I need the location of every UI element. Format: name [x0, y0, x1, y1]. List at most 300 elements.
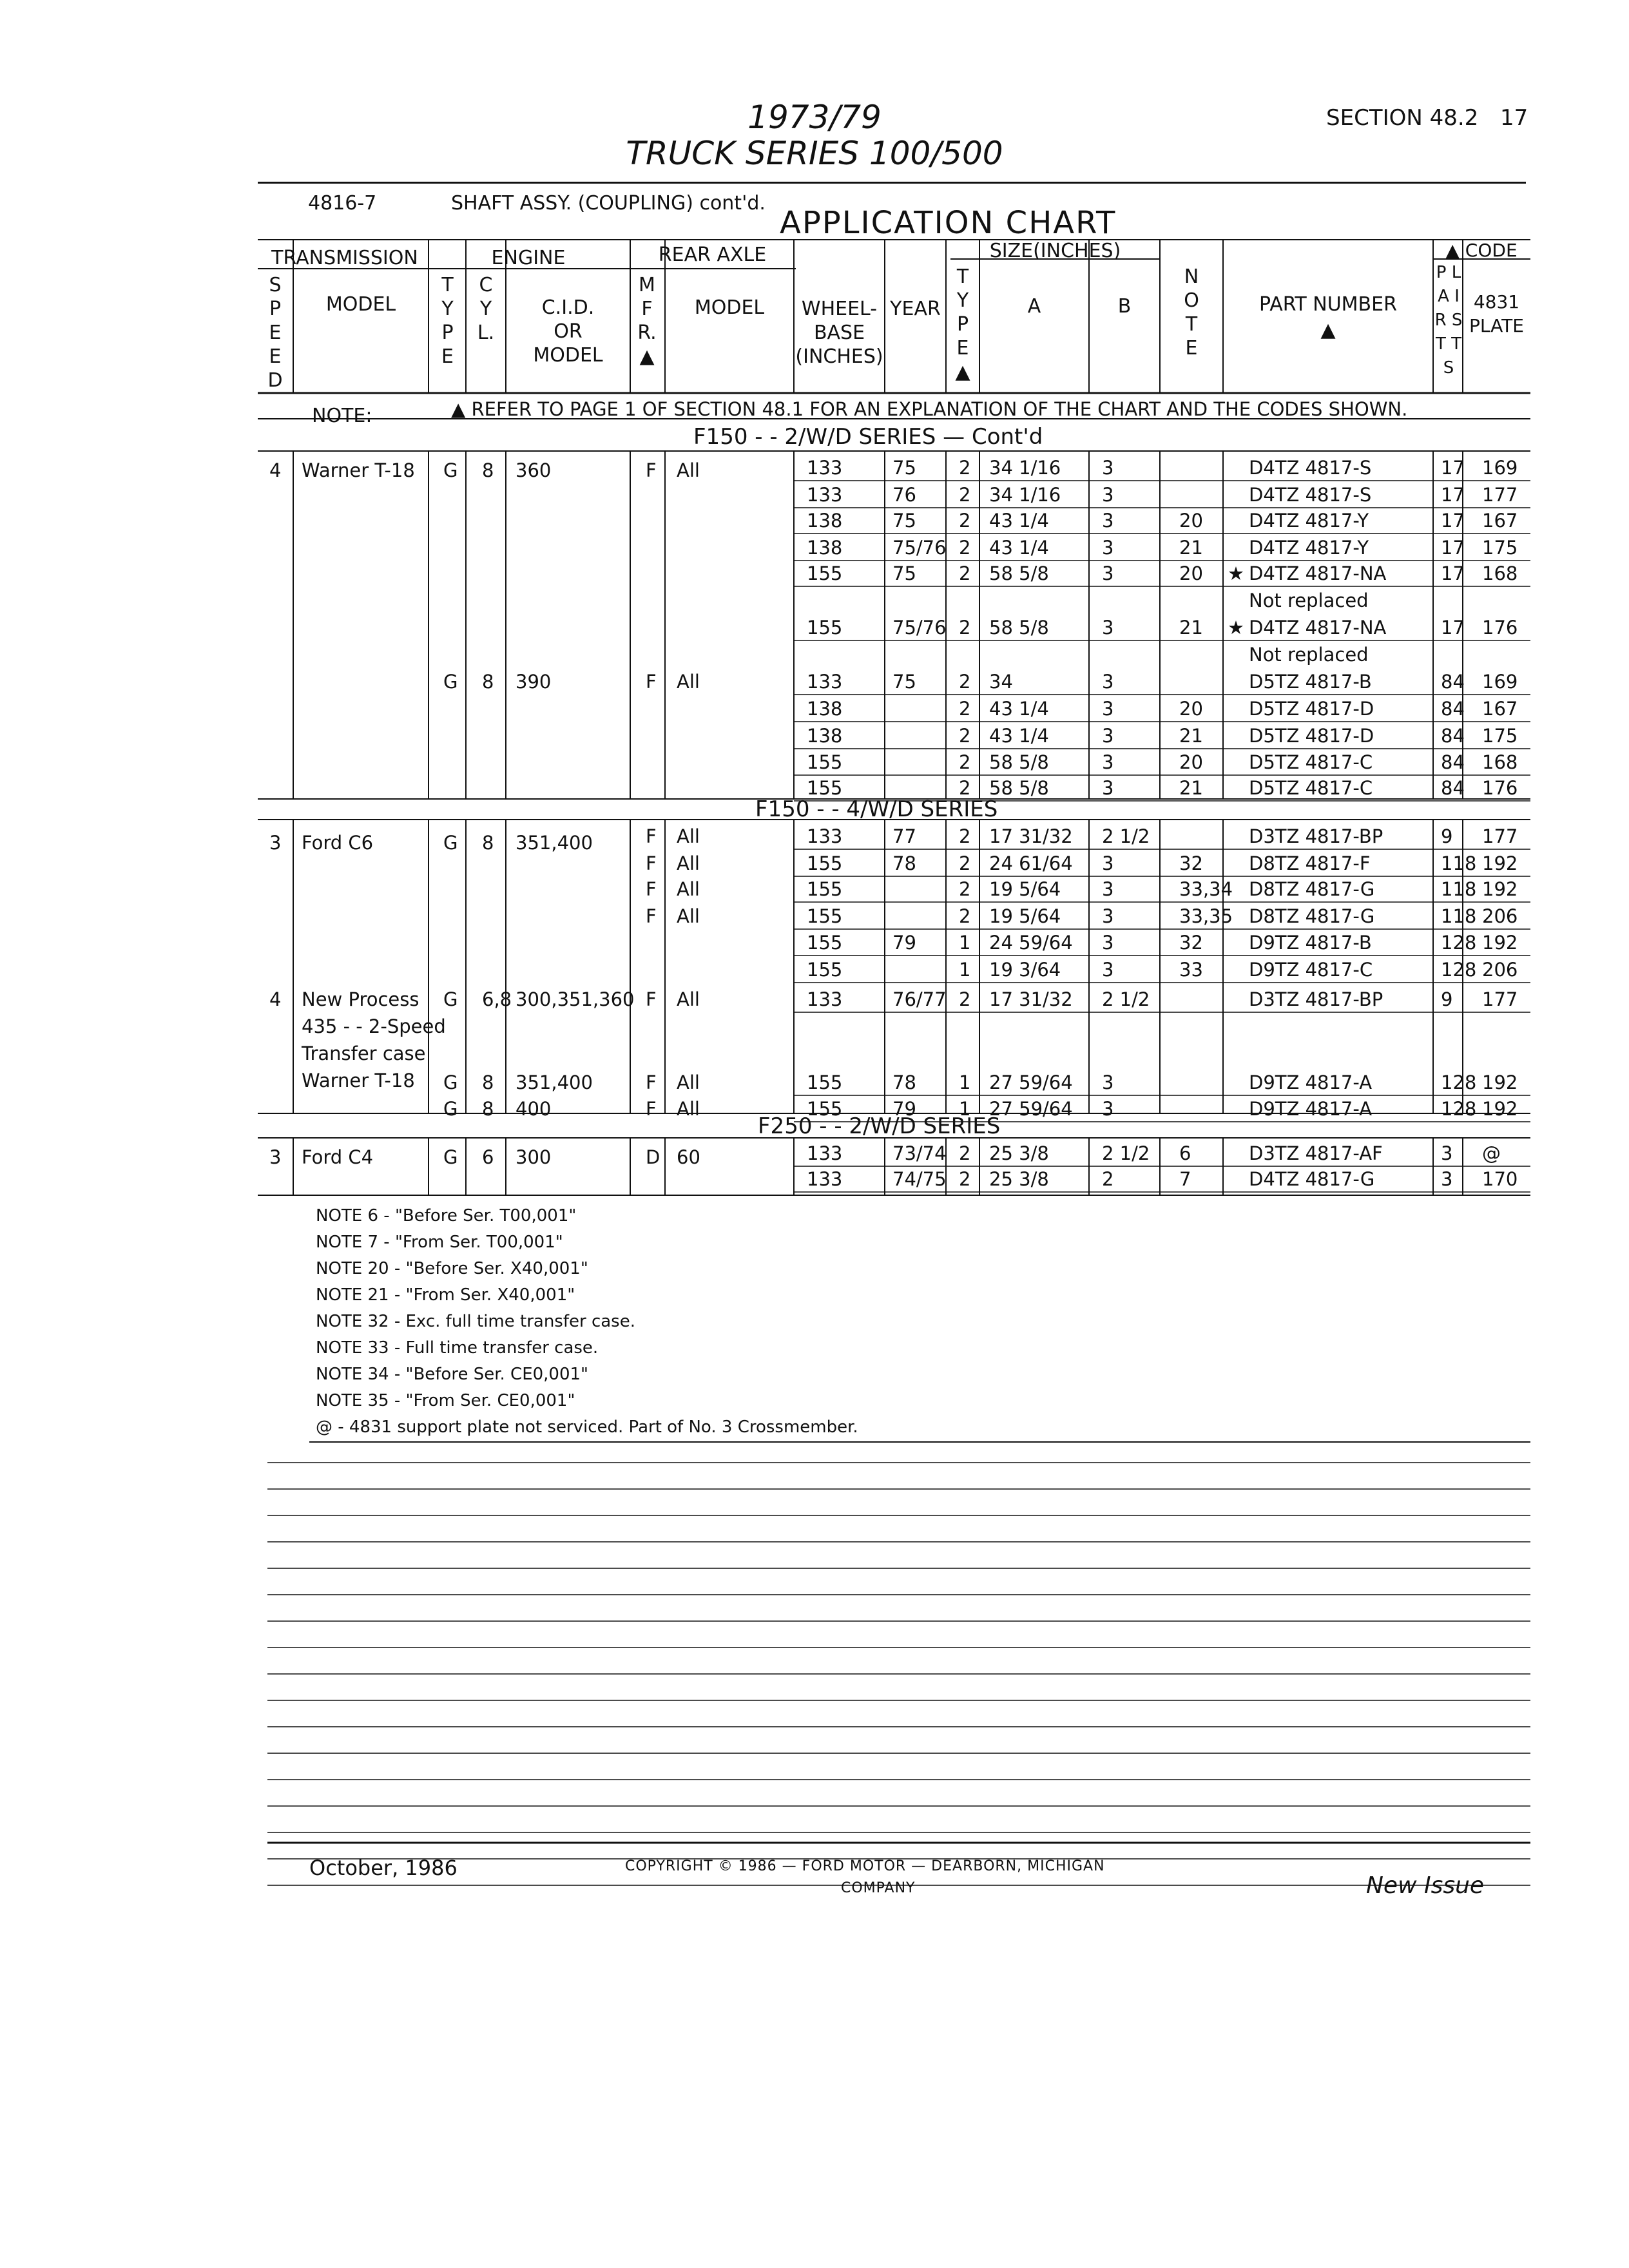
year: 75: [892, 671, 916, 693]
year: 75: [892, 562, 916, 584]
size-b: 3: [1102, 878, 1114, 900]
note-ref: 33,34: [1179, 878, 1233, 900]
engine-type: G: [443, 1146, 458, 1168]
code-parts-list: 84: [1441, 751, 1465, 773]
code-parts-list: 118: [1441, 852, 1477, 874]
transmission-model-line: Warner T-18: [302, 1070, 415, 1091]
note-ref: 32: [1179, 852, 1203, 874]
size-type: 2: [959, 825, 971, 847]
transmission-model-line: 435 - - 2-Speed: [302, 1015, 446, 1037]
part-number: D3TZ 4817-AF: [1249, 1142, 1383, 1164]
code-parts-list: 128: [1441, 932, 1477, 954]
part-number: D4TZ 4817-S: [1249, 457, 1372, 479]
wheelbase: 133: [807, 671, 843, 693]
code-parts-list: 84: [1441, 671, 1465, 693]
speed-count: 3: [269, 1146, 282, 1168]
size-b: 2 1/2: [1102, 825, 1150, 847]
header-speed-letter: E: [269, 322, 282, 344]
footnote: NOTE 7 - "From Ser. T00,001": [316, 1233, 563, 1252]
code-parts-list: 128: [1441, 1072, 1477, 1093]
not-replaced-star: ★: [1228, 617, 1244, 639]
header-size-type-letter: ▲: [955, 361, 970, 383]
axle-mfr: F: [646, 459, 657, 481]
header-cyl-letter: Y: [479, 298, 492, 320]
header-speed-letter: P: [269, 298, 282, 320]
code-plate: 175: [1482, 537, 1518, 559]
size-type: 2: [959, 1168, 971, 1190]
size-a: 43 1/4: [989, 537, 1049, 559]
header-parts-letter: T T: [1435, 334, 1462, 354]
wheelbase: 155: [807, 1098, 843, 1120]
note-ref: 20: [1179, 751, 1203, 773]
header-cyl-letter: L.: [477, 322, 495, 344]
axle-mfr: F: [646, 905, 657, 927]
size-a: 19 3/64: [989, 959, 1061, 981]
size-b: 3: [1102, 777, 1114, 799]
header-axle-model: MODEL: [694, 296, 765, 319]
engine-cylinders: 6: [482, 1146, 494, 1168]
size-a: 34 1/16: [989, 457, 1061, 479]
code-parts-list: 84: [1441, 725, 1465, 747]
code-plate: 177: [1482, 988, 1518, 1010]
note-ref: 7: [1179, 1168, 1191, 1190]
size-type: 2: [959, 852, 971, 874]
year: 79: [892, 1098, 916, 1120]
header-size-type-letter: Y: [956, 289, 969, 312]
code-parts-list: 9: [1441, 988, 1453, 1010]
header-part-number-mark: ▲: [1320, 319, 1336, 341]
note-label: NOTE:: [312, 405, 372, 427]
note-ref: 20: [1179, 510, 1203, 532]
size-b: 3: [1102, 725, 1114, 747]
size-b: 3: [1102, 932, 1114, 954]
code-plate: 167: [1482, 510, 1518, 532]
header-part-number: PART NUMBER: [1259, 293, 1397, 316]
code-plate: 206: [1482, 905, 1518, 927]
header-parts-letter: S: [1443, 358, 1454, 378]
size-a: 58 5/8: [989, 617, 1049, 639]
size-b: 3: [1102, 698, 1114, 720]
year: 79: [892, 932, 916, 954]
section-heading: F150 - - 4/W/D SERIES: [755, 796, 998, 822]
size-a: 43 1/4: [989, 698, 1049, 720]
code-plate: 170: [1482, 1168, 1518, 1190]
year: 75: [892, 457, 916, 479]
header-parts-letter: A I: [1438, 287, 1460, 306]
part-number: D4TZ 4817-S: [1249, 484, 1372, 506]
header-note-letter: N: [1184, 265, 1199, 288]
size-b: 3: [1102, 905, 1114, 927]
wheelbase: 138: [807, 698, 843, 720]
year: 75/76: [892, 617, 947, 639]
size-type: 2: [959, 1142, 971, 1164]
note-ref: 32: [1179, 932, 1203, 954]
size-type: 1: [959, 1072, 971, 1093]
wheelbase: 133: [807, 484, 843, 506]
engine-cid: 300,351,360: [516, 988, 635, 1010]
year: 77: [892, 825, 916, 847]
code-plate: 192: [1482, 932, 1518, 954]
part-number: D4TZ 4817-G: [1249, 1168, 1375, 1190]
axle-model: All: [677, 825, 700, 847]
footnote: NOTE 6 - "Before Ser. T00,001": [316, 1206, 577, 1225]
year: 74/75: [892, 1168, 947, 1190]
wheelbase: 155: [807, 751, 843, 773]
footer-issue: New Issue: [1366, 1872, 1485, 1899]
axle-mfr: D: [646, 1146, 660, 1168]
size-a: 58 5/8: [989, 751, 1049, 773]
year: 78: [892, 852, 916, 874]
engine-cid: 360: [516, 459, 552, 481]
size-b: 3: [1102, 751, 1114, 773]
size-a: 19 5/64: [989, 905, 1061, 927]
engine-cylinders: 8: [482, 1098, 494, 1120]
note-ref: 20: [1179, 562, 1203, 584]
code-plate: 168: [1482, 562, 1518, 584]
speed-count: 4: [269, 988, 282, 1010]
code-parts-list: 17: [1441, 510, 1465, 532]
size-b: 2 1/2: [1102, 1142, 1150, 1164]
header-type-letter: E: [441, 345, 454, 368]
not-replaced-star: ★: [1228, 562, 1244, 584]
code-plate: 192: [1482, 1072, 1518, 1093]
header-mfr-letter: ▲: [639, 345, 655, 368]
engine-cid: 390: [516, 671, 552, 693]
header-year: YEAR: [890, 298, 941, 320]
note-refer-text: ▲ REFER TO PAGE 1 OF SECTION 48.1 FOR AN EXPLANATION OF THE CHART AND THE CODES SHOWN.: [451, 398, 1408, 420]
size-b: 3: [1102, 671, 1114, 693]
header-rear-axle: REAR AXLE: [658, 244, 767, 266]
part-number: D5TZ 4817-C: [1249, 777, 1373, 799]
size-type: 2: [959, 725, 971, 747]
size-b: 2 1/2: [1102, 988, 1150, 1010]
size-type: 2: [959, 988, 971, 1010]
part-number: D4TZ 4817-NA: [1249, 617, 1387, 639]
size-a: 34: [989, 671, 1013, 693]
code-plate: 192: [1482, 878, 1518, 900]
axle-mfr: F: [646, 825, 657, 847]
size-a: 43 1/4: [989, 725, 1049, 747]
note-ref: 21: [1179, 777, 1203, 799]
wheelbase: 155: [807, 1072, 843, 1093]
part-number: D5TZ 4817-B: [1249, 671, 1372, 693]
size-type: 2: [959, 537, 971, 559]
part-number: D3TZ 4817-BP: [1249, 825, 1383, 847]
header-transmission: TRANSMISSION: [271, 247, 418, 269]
page-number: 17: [1500, 105, 1528, 131]
size-a: 34 1/16: [989, 484, 1061, 506]
header-mfr-letter: R.: [637, 322, 657, 344]
header-wheelbase: (INCHES): [795, 345, 883, 368]
wheelbase: 138: [807, 725, 843, 747]
code-parts-list: 118: [1441, 905, 1477, 927]
size-type: 2: [959, 905, 971, 927]
note-ref: 20: [1179, 698, 1203, 720]
size-type: 1: [959, 1098, 971, 1120]
code-plate: 192: [1482, 852, 1518, 874]
header-speed-letter: E: [269, 345, 282, 368]
header-speed-letter: S: [269, 274, 282, 296]
wheelbase: 155: [807, 617, 843, 639]
size-type: 2: [959, 457, 971, 479]
wheelbase: 155: [807, 905, 843, 927]
chart-title: APPLICATION CHART: [780, 205, 1117, 241]
header-cid: OR: [554, 320, 583, 343]
part-note: Not replaced: [1249, 590, 1369, 611]
size-b: 3: [1102, 852, 1114, 874]
header-code: ▲ CODE: [1445, 240, 1518, 261]
part-number: D4TZ 4817-Y: [1249, 537, 1369, 559]
code-parts-list: 17: [1441, 537, 1465, 559]
engine-cylinders: 8: [482, 671, 494, 693]
header-size-type-letter: E: [956, 337, 969, 360]
part-number: D4TZ 4817-NA: [1249, 562, 1387, 584]
size-type: 2: [959, 698, 971, 720]
part-number: D3TZ 4817-BP: [1249, 988, 1383, 1010]
axle-model: All: [677, 1072, 700, 1093]
wheelbase: 155: [807, 777, 843, 799]
part-number: D8TZ 4817-G: [1249, 878, 1375, 900]
size-b: 3: [1102, 537, 1114, 559]
wheelbase: 133: [807, 988, 843, 1010]
size-b: 3: [1102, 1072, 1114, 1093]
header-parts-letter: R S: [1434, 311, 1463, 330]
engine-cylinders: 6,8: [482, 988, 512, 1010]
header-size-type-letter: T: [956, 265, 969, 288]
header-wheelbase: WHEEL-: [801, 298, 878, 320]
size-a: 27 59/64: [989, 1098, 1073, 1120]
size-a: 25 3/8: [989, 1142, 1049, 1164]
code-plate: 176: [1482, 777, 1518, 799]
part-number: D5TZ 4817-D: [1249, 725, 1374, 747]
wheelbase: 133: [807, 1142, 843, 1164]
header-type-letter: P: [441, 322, 454, 344]
code-parts-list: 17: [1441, 457, 1465, 479]
transmission-model: Ford C4: [302, 1146, 374, 1168]
header-model: MODEL: [325, 293, 396, 316]
size-a: 24 61/64: [989, 852, 1073, 874]
speed-count: 3: [269, 832, 282, 854]
footnote: NOTE 21 - "From Ser. X40,001": [316, 1285, 575, 1305]
wheelbase: 155: [807, 878, 843, 900]
code-parts-list: 3: [1441, 1168, 1453, 1190]
year: 75/76: [892, 537, 947, 559]
size-b: 3: [1102, 510, 1114, 532]
header-size-type-letter: P: [956, 313, 969, 336]
part-number: D8TZ 4817-G: [1249, 905, 1375, 927]
engine-cid: 400: [516, 1098, 552, 1120]
footnote: NOTE 35 - "From Ser. CE0,001": [316, 1391, 575, 1410]
part-number: D9TZ 4817-C: [1249, 959, 1373, 981]
part-number-id: 4816-7: [308, 192, 377, 215]
size-type: 2: [959, 510, 971, 532]
code-plate: @: [1482, 1142, 1501, 1164]
code-parts-list: 17: [1441, 562, 1465, 584]
section-number: SECTION 48.2: [1326, 105, 1479, 131]
size-b: 3: [1102, 484, 1114, 506]
axle-mfr: F: [646, 1072, 657, 1093]
footer-date: October, 1986: [309, 1856, 458, 1880]
wheelbase: 155: [807, 932, 843, 954]
footnote: NOTE 33 - Full time transfer case.: [316, 1338, 599, 1358]
part-name: SHAFT ASSY. (COUPLING) cont'd.: [451, 192, 766, 215]
code-plate: 192: [1482, 1098, 1518, 1120]
axle-model: All: [677, 878, 700, 900]
engine-cylinders: 8: [482, 832, 494, 854]
wheelbase: 138: [807, 537, 843, 559]
header-cyl-letter: C: [479, 274, 493, 296]
size-type: 2: [959, 777, 971, 799]
code-parts-list: 9: [1441, 825, 1453, 847]
size-a: 19 5/64: [989, 878, 1061, 900]
code-parts-list: 3: [1441, 1142, 1453, 1164]
axle-mfr: F: [646, 878, 657, 900]
footnote: @ - 4831 support plate not serviced. Part of No. 3 Crossmember.: [316, 1418, 858, 1437]
part-number: D9TZ 4817-A: [1249, 1072, 1373, 1093]
size-a: 58 5/8: [989, 777, 1049, 799]
axle-model: All: [677, 988, 700, 1010]
header-mfr-letter: F: [641, 298, 653, 320]
part-number: D5TZ 4817-D: [1249, 698, 1374, 720]
size-a: 24 59/64: [989, 932, 1073, 954]
engine-type: G: [443, 832, 458, 854]
axle-model: All: [677, 905, 700, 927]
footnote: NOTE 20 - "Before Ser. X40,001": [316, 1259, 588, 1278]
axle-model: All: [677, 459, 700, 481]
axle-model: 60: [677, 1146, 700, 1168]
code-plate: 176: [1482, 617, 1518, 639]
speed-count: 4: [269, 459, 282, 481]
wheelbase: 155: [807, 959, 843, 981]
wheelbase: 155: [807, 852, 843, 874]
footer-company: COMPANY: [841, 1880, 916, 1896]
header-plate: 4831: [1473, 291, 1520, 312]
header-type-letter: Y: [441, 298, 454, 320]
code-parts-list: 17: [1441, 617, 1465, 639]
header-note-letter: T: [1185, 313, 1198, 336]
code-plate: 177: [1482, 825, 1518, 847]
size-type: 1: [959, 932, 971, 954]
note-ref: 21: [1179, 725, 1203, 747]
part-number: D9TZ 4817-B: [1249, 932, 1372, 954]
engine-cylinders: 8: [482, 459, 494, 481]
header-speed-letter: D: [267, 369, 283, 392]
axle-model: All: [677, 671, 700, 693]
axle-mfr: F: [646, 671, 657, 693]
wheelbase: 133: [807, 457, 843, 479]
header-size: SIZE(INCHES): [989, 240, 1121, 262]
code-parts-list: 17: [1441, 484, 1465, 506]
size-b: 3: [1102, 617, 1114, 639]
size-type: 2: [959, 617, 971, 639]
year: 76: [892, 484, 916, 506]
header-note-letter: E: [1185, 337, 1198, 360]
doc-title-series: TRUCK SERIES 100/500: [626, 135, 1003, 172]
part-number: D8TZ 4817-F: [1249, 852, 1371, 874]
engine-type: G: [443, 988, 458, 1010]
wheelbase: 138: [807, 510, 843, 532]
axle-mfr: F: [646, 988, 657, 1010]
header-size-a: A: [1027, 295, 1041, 318]
note-ref: 33,35: [1179, 905, 1233, 927]
footnote: NOTE 32 - Exc. full time transfer case.: [316, 1312, 635, 1331]
code-parts-list: 128: [1441, 1098, 1477, 1120]
header-engine: ENGINE: [491, 247, 566, 269]
size-b: 3: [1102, 457, 1114, 479]
part-number: D9TZ 4817-A: [1249, 1098, 1373, 1120]
wheelbase: 155: [807, 562, 843, 584]
size-type: 2: [959, 878, 971, 900]
section-heading: F250 - - 2/W/D SERIES: [758, 1113, 1001, 1139]
wheelbase: 133: [807, 1168, 843, 1190]
engine-cylinders: 8: [482, 1072, 494, 1093]
code-parts-list: 84: [1441, 698, 1465, 720]
axle-mfr: F: [646, 1098, 657, 1120]
engine-cid: 351,400: [516, 832, 593, 854]
header-wheelbase: BASE: [813, 322, 865, 344]
engine-type: G: [443, 671, 458, 693]
code-plate: 169: [1482, 457, 1518, 479]
header-parts-letter: P L: [1436, 263, 1461, 282]
code-plate: 177: [1482, 484, 1518, 506]
doc-title-year: 1973/79: [747, 99, 882, 136]
transmission-model-line: Transfer case: [302, 1043, 426, 1064]
axle-model: All: [677, 1098, 700, 1120]
header-mfr-letter: M: [639, 274, 655, 296]
engine-cid: 300: [516, 1146, 552, 1168]
size-a: 17 31/32: [989, 988, 1073, 1010]
code-plate: 206: [1482, 959, 1518, 981]
engine-type: G: [443, 459, 458, 481]
code-parts-list: 128: [1441, 959, 1477, 981]
year: 78: [892, 1072, 916, 1093]
engine-cid: 351,400: [516, 1072, 593, 1093]
header-type-letter: T: [441, 274, 454, 296]
code-plate: 167: [1482, 698, 1518, 720]
engine-type: G: [443, 1098, 458, 1120]
size-b: 2: [1102, 1168, 1114, 1190]
header-cid: C.I.D.: [541, 296, 595, 319]
header-size-b: B: [1117, 295, 1132, 318]
size-type: 1: [959, 959, 971, 981]
size-a: 27 59/64: [989, 1072, 1073, 1093]
size-a: 43 1/4: [989, 510, 1049, 532]
header-cid: MODEL: [533, 344, 603, 367]
year: 73/74: [892, 1142, 947, 1164]
size-a: 17 31/32: [989, 825, 1073, 847]
year: 75: [892, 510, 916, 532]
code-plate: 175: [1482, 725, 1518, 747]
size-type: 2: [959, 751, 971, 773]
section-heading: F150 - - 2/W/D SERIES — Cont'd: [693, 424, 1043, 450]
engine-type: G: [443, 1072, 458, 1093]
year: 76/77: [892, 988, 947, 1010]
note-ref: 33: [1179, 959, 1203, 981]
footnote: NOTE 34 - "Before Ser. CE0,001": [316, 1365, 589, 1384]
code-parts-list: 84: [1441, 777, 1465, 799]
size-a: 25 3/8: [989, 1168, 1049, 1190]
code-plate: 168: [1482, 751, 1518, 773]
note-ref: 21: [1179, 537, 1203, 559]
footer-copyright: COPYRIGHT © 1986 — FORD MOTOR — DEARBORN, MICHIGAN: [625, 1858, 1105, 1874]
size-b: 3: [1102, 1098, 1114, 1120]
size-b: 3: [1102, 562, 1114, 584]
transmission-model: New Process: [302, 988, 419, 1010]
size-type: 2: [959, 671, 971, 693]
size-type: 2: [959, 562, 971, 584]
part-note: Not replaced: [1249, 644, 1369, 666]
header-plate: PLATE: [1469, 315, 1524, 336]
